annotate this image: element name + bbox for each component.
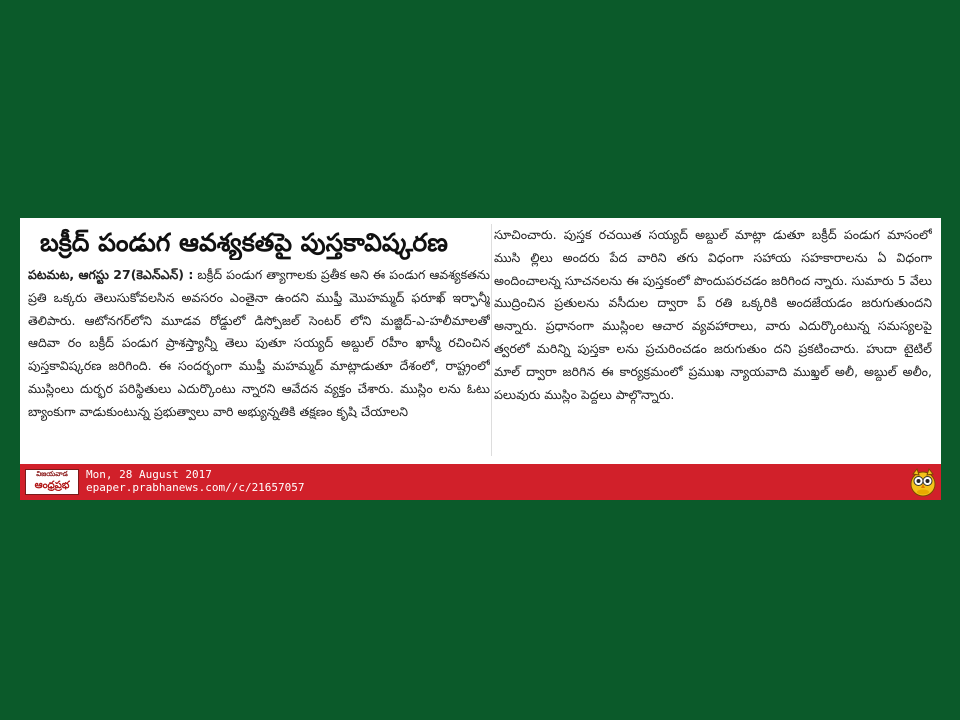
epaper-url[interactable]: epaper.prabhanews.com//c/21657057 [86,481,305,494]
article-headline: బక్రీద్ పండుగ ఆవశ్యకతపై పుస్తకావిష్కరణ [40,228,448,257]
article-dateline: పటమట, ఆగస్టు 27(కెఎన్ఎన్) : [28,267,194,282]
epaper-footer [20,464,941,500]
logo-masthead: ఆంధ్రప్రభ [34,480,70,491]
column-divider [491,224,492,456]
article-right-body: సూచించారు. పుస్తక రచయిత సయ్యద్ అబ్దుల్ మాట్లా డుతూ బక్రీద్ పండుగ మాసంలో ముసి ల్లిలు అందరు పేద వారిని తగు విధంగా సహాయ సహకారాలను ఏ విధంగా అందించాలన్న సూచనలను ఈ పుస్తకంలో పొందుపరచడం జరిగింద న్నారు. సుమారు 5 వేలు ముద్రించిన ప్రతులను వసీదుల ద్వారా ప్ రతి ఒక్కరికి అందజేయడం జరుగుతుందని అన్నారు. ప్రధానంగా ముస్లింల ఆచార వ్యవహారాలు, వారు ఎదుర్కొంటున్న సమస్యలపై త్వరలో మరిన్ని పుస్తకా లను ప్రచురించడం జరుగుతుం దని ప్రకటించారు. హుదా టైటిల్ మాల్ ద్వారా జరిగిన ఈ కార్యక్రమంలో ప్రముఖ న్యాయవాది ముఖ్తల్ అలీ, అబ్దుల్ అలీం, పలువురు ముస్లిం పెద్దలు పాల్గొన్నారు. [494,227,932,402]
article-left-column [28,264,490,456]
article [20,218,941,464]
article-left-body: బక్రీద్ పండుగ త్యాగాలకు ప్రతీక అని ఈ పండుగ ఆవశ్యకతను ప్రతి ఒక్కరు తెలుసుకోవలసిన అవసరం ఎంతైనా ఉందని ముఫ్తీ మొహమ్మద్ ఫరూఖ్ ఇర్ఫాన్మీ తెలిపారు. ఆటోనగర్‌లోని మూడవ రోడ్డులో డిస్పోజల్ సెంటర్ లోని మజ్జిద్-ఎ-హలీమాలతో ఆదివా రం బక్రీద్ పండుగ ప్రాశస్త్యాన్నీ తెలు పుతూ సయ్యద్ అబ్దుల్ రహీం ఖాస్మీ రచించిన పుస్తకావిష్కరణ జరిగింది. ఈ సందర్భంగా ముఫ్తీ మహమ్మద్ మాట్లాడుతూ దేశంలో, రాష్ట్రంలో ముస్లింలు దుర్భర పరిస్థితులు ఎదుర్కొంటు న్నారని ఆవేదన వ్యక్తం చేశారు. ముస్లిం లను ఓటు బ్యాంకుగా వాడుకుంటున్న ప్రభుత్వాలు వారి అభ్యున్నతికి తక్షణం కృషి చేయాలని [28,267,490,419]
article-right-column [494,224,932,460]
newspaper-logo[interactable] [25,469,79,495]
epaper-date: Mon, 28 August 2017 [86,468,212,481]
logo-edition: విజయవాడ [36,470,68,478]
owl-icon [909,467,937,497]
article-left-paragraph [28,264,490,424]
newspaper-clipping [20,218,941,500]
epaper-meta [86,468,305,494]
